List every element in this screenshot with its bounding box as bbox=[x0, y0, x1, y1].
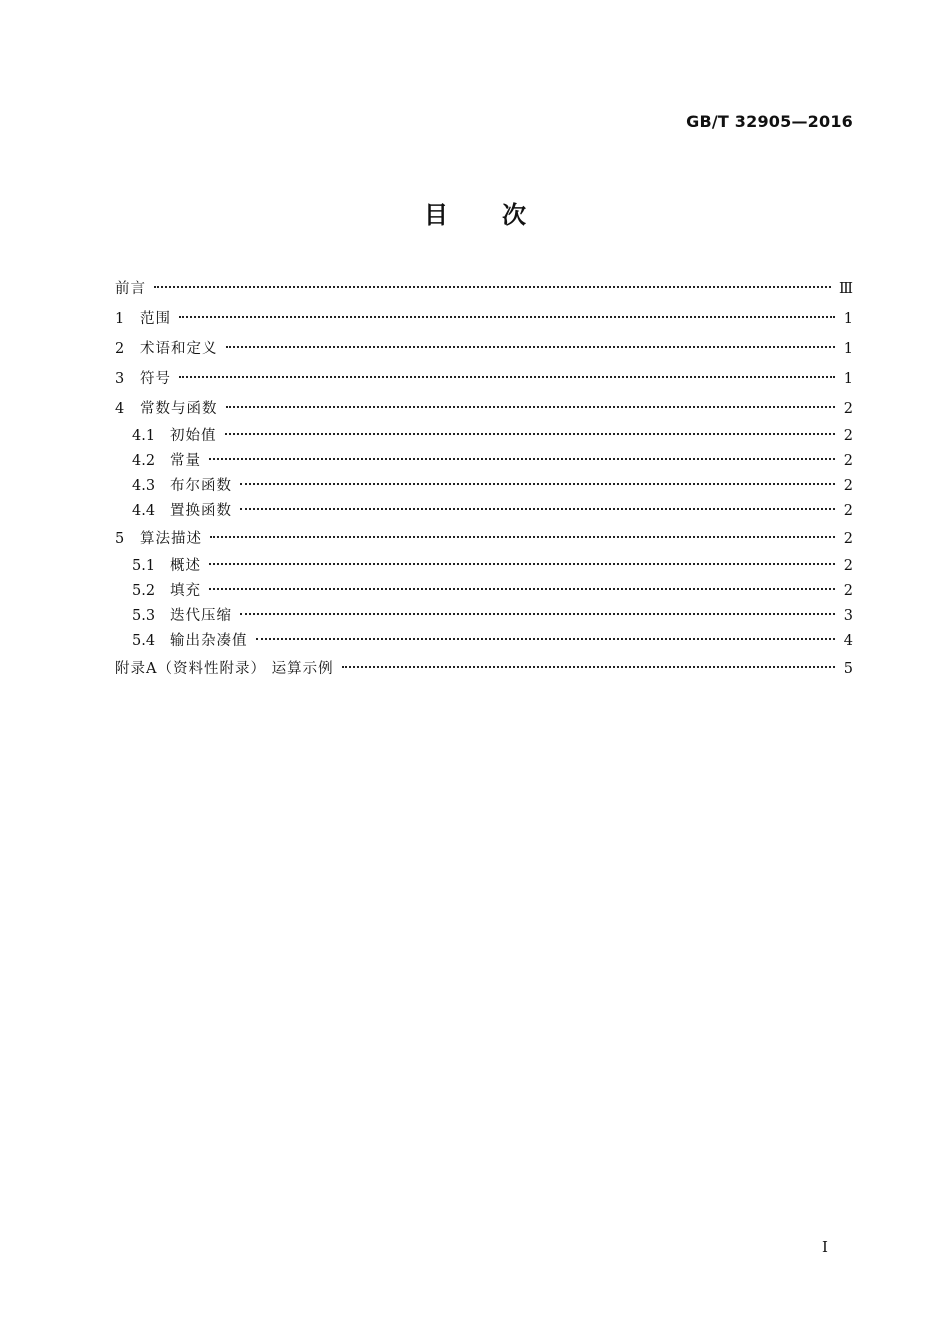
dot-leader bbox=[179, 376, 835, 378]
toc-entry-label: 输出杂凑值 bbox=[170, 633, 248, 649]
toc-entry-number: 4.3 bbox=[132, 478, 156, 494]
toc-entry-label: 范围 bbox=[140, 311, 171, 327]
toc-entry-page: 2 bbox=[843, 401, 853, 417]
toc-entry-page: 2 bbox=[843, 583, 853, 599]
toc-entry-section-5-1[interactable] bbox=[115, 554, 853, 579]
toc-entry-page: 2 bbox=[843, 531, 853, 547]
toc-entry-section-4-3[interactable] bbox=[115, 474, 853, 499]
toc-entry-page: 1 bbox=[843, 371, 853, 387]
dot-leader bbox=[342, 666, 835, 668]
toc-entry-section-5[interactable] bbox=[115, 524, 853, 554]
toc-entry-foreword[interactable] bbox=[115, 274, 853, 304]
toc-entry-section-4-4[interactable] bbox=[115, 499, 853, 524]
toc-entry-number: 4.1 bbox=[132, 428, 156, 444]
dot-leader bbox=[240, 613, 835, 615]
toc-entry-label: 布尔函数 bbox=[170, 478, 232, 494]
dot-leader bbox=[226, 346, 836, 348]
toc-entry-page: 1 bbox=[843, 311, 853, 327]
toc-entry-label: 置换函数 bbox=[170, 503, 232, 519]
toc-entry-section-4-2[interactable] bbox=[115, 449, 853, 474]
toc-entry-page: 3 bbox=[843, 608, 853, 624]
toc-entry-label: 附录A（资料性附录） 运算示例 bbox=[115, 661, 334, 677]
toc-entry-label: 初始值 bbox=[170, 428, 217, 444]
toc-entry-label: 填充 bbox=[170, 583, 201, 599]
toc-entry-number: 4.2 bbox=[132, 453, 156, 469]
dot-leader bbox=[240, 483, 835, 485]
toc-entry-label: 常量 bbox=[170, 453, 201, 469]
toc-entry-page: 2 bbox=[843, 503, 853, 519]
page-title: 目次 bbox=[424, 201, 580, 229]
toc-entry-number: 2 bbox=[115, 341, 125, 357]
toc-entry-label: 迭代压缩 bbox=[170, 608, 232, 624]
toc-entry-section-5-4[interactable] bbox=[115, 629, 853, 654]
dot-leader bbox=[209, 563, 835, 565]
dot-leader bbox=[154, 286, 831, 288]
toc-entry-section-4-1[interactable] bbox=[115, 424, 853, 449]
dot-leader bbox=[256, 638, 836, 640]
toc-entry-number: 5.3 bbox=[132, 608, 156, 624]
toc-entry-page: 2 bbox=[843, 453, 853, 469]
toc-entry-page: 4 bbox=[843, 633, 853, 649]
dot-leader bbox=[240, 508, 835, 510]
toc-entry-section-1[interactable] bbox=[115, 304, 853, 334]
table-of-contents bbox=[115, 274, 853, 684]
toc-entry-label: 符号 bbox=[140, 371, 171, 387]
toc-entry-page: 2 bbox=[843, 478, 853, 494]
toc-entry-number: 5 bbox=[115, 531, 125, 547]
dot-leader bbox=[226, 406, 836, 408]
toc-entry-section-5-3[interactable] bbox=[115, 604, 853, 629]
toc-entry-number: 5.4 bbox=[132, 633, 156, 649]
toc-entry-section-4[interactable] bbox=[115, 394, 853, 424]
page-number: I bbox=[822, 1238, 828, 1256]
toc-entry-label: 常数与函数 bbox=[140, 401, 218, 417]
toc-entry-number: 5.2 bbox=[132, 583, 156, 599]
toc-entry-number: 4 bbox=[115, 401, 125, 417]
toc-entry-label: 术语和定义 bbox=[140, 341, 218, 357]
toc-entry-label: 算法描述 bbox=[140, 531, 202, 547]
toc-entry-page: 5 bbox=[843, 661, 853, 677]
dot-leader bbox=[209, 588, 835, 590]
toc-entry-page: 1 bbox=[843, 341, 853, 357]
toc-entry-number: 1 bbox=[115, 311, 125, 327]
toc-entry-number: 3 bbox=[115, 371, 125, 387]
dot-leader bbox=[209, 458, 835, 460]
dot-leader bbox=[179, 316, 835, 318]
toc-entry-page: 2 bbox=[843, 428, 853, 444]
toc-entry-section-2[interactable] bbox=[115, 334, 853, 364]
toc-entry-appendix-a[interactable] bbox=[115, 654, 853, 684]
dot-leader bbox=[210, 536, 835, 538]
toc-entry-number: 5.1 bbox=[132, 558, 156, 574]
toc-entry-label: 概述 bbox=[170, 558, 201, 574]
toc-entry-number: 4.4 bbox=[132, 503, 156, 519]
standard-code: GB/T 32905—2016 bbox=[686, 112, 853, 131]
toc-entry-label: 前言 bbox=[115, 281, 146, 297]
toc-entry-section-5-2[interactable] bbox=[115, 579, 853, 604]
toc-entry-section-3[interactable] bbox=[115, 364, 853, 394]
dot-leader bbox=[225, 433, 836, 435]
toc-entry-page: Ⅲ bbox=[839, 281, 853, 297]
toc-entry-page: 2 bbox=[843, 558, 853, 574]
